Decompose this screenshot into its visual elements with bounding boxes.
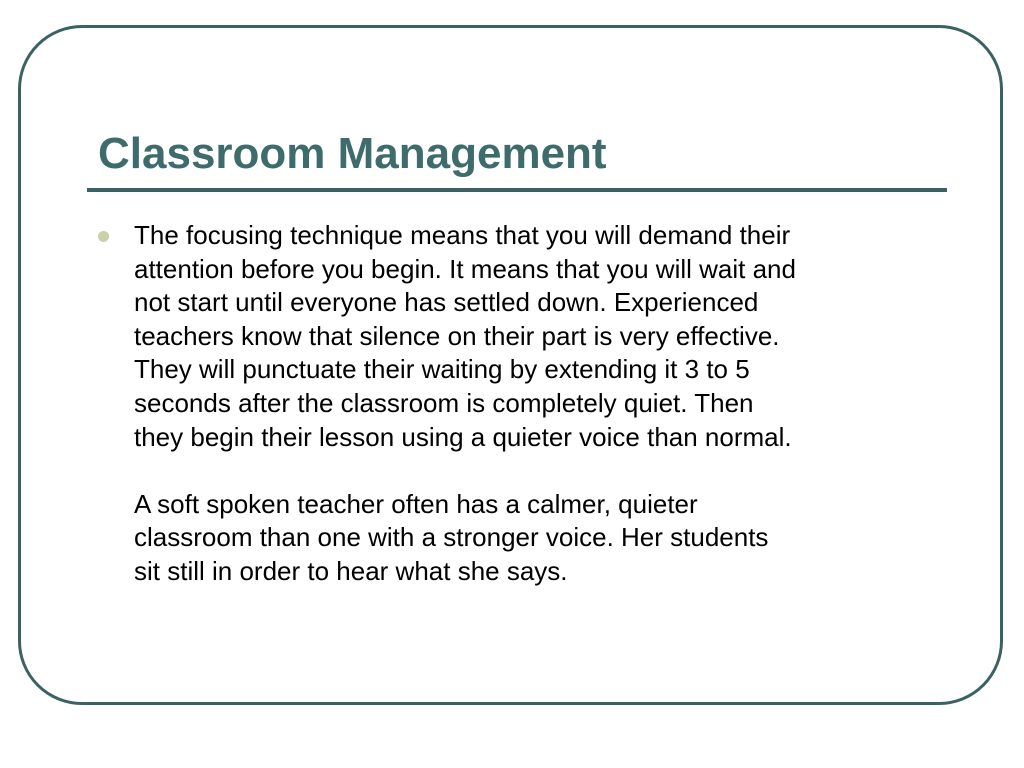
text-line: sit still in order to hear what she says. bbox=[134, 555, 568, 586]
text-line: classroom than one with a stronger voice. Her students bbox=[134, 522, 769, 553]
bullet-dot-icon bbox=[98, 231, 109, 242]
title-divider bbox=[87, 188, 947, 192]
text-line: They will punctuate their waiting by extending it 3 to 5 bbox=[134, 354, 750, 385]
text-line: teachers know that silence on their part is very effective. bbox=[134, 320, 780, 351]
text-line: they begin their lesson using a quieter voice than normal. bbox=[134, 421, 792, 452]
slide-title: Classroom Management bbox=[98, 129, 607, 178]
text-line: A soft spoken teacher often has a calmer, quieter bbox=[134, 488, 698, 519]
text-line: The focusing technique means that you will demand their bbox=[134, 220, 791, 250]
text-line: not start until everyone has settled down. Experienced bbox=[134, 287, 759, 318]
bullet-text bbox=[134, 219, 944, 589]
text-line: attention before you begin. It means that you will wait and bbox=[134, 253, 796, 284]
paragraph-gap bbox=[134, 454, 944, 488]
text-line: seconds after the classroom is completely quiet. Then bbox=[134, 387, 754, 418]
